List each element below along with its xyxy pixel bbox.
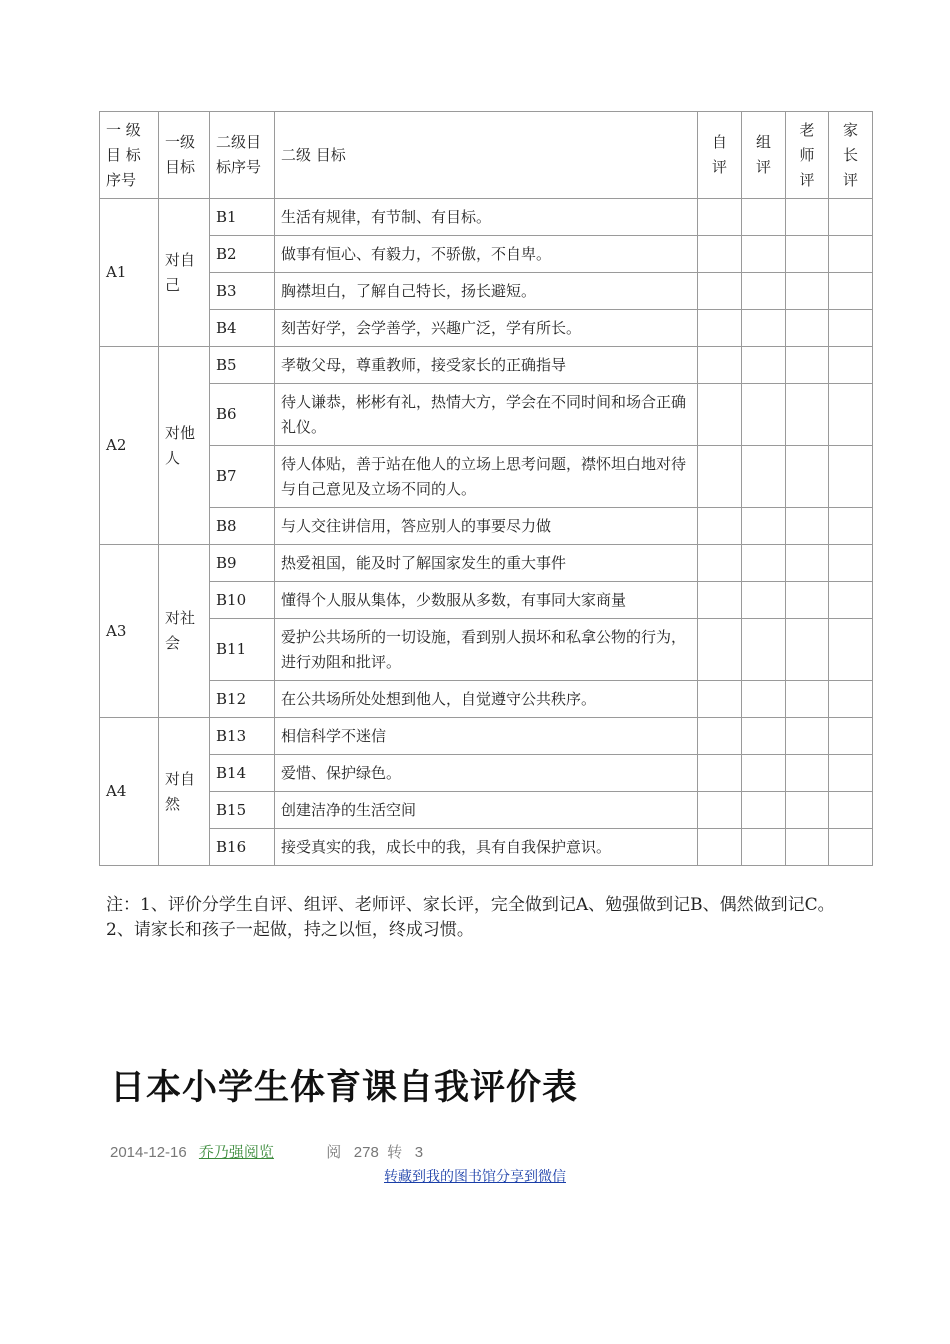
header-teacher-eval: 老 师 评	[786, 112, 829, 199]
table-row	[100, 582, 873, 619]
teacher-eval-cell[interactable]	[786, 582, 829, 619]
table-row	[100, 446, 873, 508]
parent-eval-cell[interactable]	[829, 347, 873, 384]
level1-number-cell: A3	[100, 545, 159, 718]
header-self-eval: 自 评	[698, 112, 742, 199]
table-row	[100, 545, 873, 582]
share-link[interactable]: 转藏到我的图书馆分享到微信	[384, 1169, 566, 1185]
parent-eval-cell[interactable]	[829, 310, 873, 347]
author-link[interactable]: 乔乃强阅览	[198, 1143, 274, 1161]
teacher-eval-cell[interactable]	[786, 310, 829, 347]
teacher-eval-cell[interactable]	[786, 718, 829, 755]
level2-number-cell: B4	[210, 310, 275, 347]
table-row	[100, 792, 873, 829]
teacher-eval-cell[interactable]	[786, 347, 829, 384]
table-row	[100, 236, 873, 273]
group-eval-cell[interactable]	[742, 446, 786, 508]
self-eval-cell[interactable]	[698, 446, 742, 508]
share-bar	[0, 1166, 950, 1186]
article-meta	[110, 1141, 423, 1162]
group-eval-cell[interactable]	[742, 273, 786, 310]
parent-eval-cell[interactable]	[829, 619, 873, 681]
self-eval-cell[interactable]	[698, 619, 742, 681]
level1-number-cell: A2	[100, 347, 159, 545]
parent-eval-cell[interactable]	[829, 508, 873, 545]
self-eval-cell[interactable]	[698, 199, 742, 236]
group-eval-cell[interactable]	[742, 310, 786, 347]
note-text: 注：1、评价分学生自评、组评、老师评、家长评，完全做到记A、勉强做到记B、偶然做到记C。2、请家长和孩子一起做，持之以恒，终成习惯。	[106, 895, 835, 940]
level1-number-cell: A4	[100, 718, 159, 866]
parent-eval-cell[interactable]	[829, 545, 873, 582]
group-eval-cell[interactable]	[742, 755, 786, 792]
level2-goal-cell: 爱护公共场所的一切设施，看到别人损坏和私拿公物的行为，进行劝阻和批评。	[275, 619, 698, 681]
parent-eval-cell[interactable]	[829, 792, 873, 829]
read-count: 278	[353, 1144, 379, 1161]
self-eval-cell[interactable]	[698, 347, 742, 384]
group-eval-cell[interactable]	[742, 347, 786, 384]
level1-goal-cell: 对自己	[159, 199, 210, 347]
level2-number-cell: B8	[210, 508, 275, 545]
self-eval-cell[interactable]	[698, 681, 742, 718]
repost-count: 3	[414, 1144, 424, 1161]
header-level1-goal: 一级 目标	[159, 112, 210, 199]
group-eval-cell[interactable]	[742, 384, 786, 446]
level2-goal-cell: 待人谦恭，彬彬有礼，热情大方，学会在不同时间和场合正确礼仪。	[275, 384, 698, 446]
teacher-eval-cell[interactable]	[786, 545, 829, 582]
level2-number-cell: B12	[210, 681, 275, 718]
level2-goal-cell: 刻苦好学，会学善学，兴趣广泛，学有所长。	[275, 310, 698, 347]
level2-goal-cell: 创建洁净的生活空间	[275, 792, 698, 829]
level1-goal-cell: 对他人	[159, 347, 210, 545]
read-label: 阅	[326, 1144, 342, 1161]
teacher-eval-cell[interactable]	[786, 508, 829, 545]
level2-number-cell: B14	[210, 755, 275, 792]
group-eval-cell[interactable]	[742, 582, 786, 619]
group-eval-cell[interactable]	[742, 792, 786, 829]
level1-number-cell: A1	[100, 199, 159, 347]
level2-number-cell: B7	[210, 446, 275, 508]
self-eval-cell[interactable]	[698, 718, 742, 755]
table-header-row	[100, 112, 873, 199]
level2-number-cell: B6	[210, 384, 275, 446]
parent-eval-cell[interactable]	[829, 273, 873, 310]
parent-eval-cell[interactable]	[829, 718, 873, 755]
parent-eval-cell[interactable]	[829, 384, 873, 446]
teacher-eval-cell[interactable]	[786, 273, 829, 310]
level2-goal-cell: 生活有规律，有节制、有目标。	[275, 199, 698, 236]
table-row	[100, 199, 873, 236]
teacher-eval-cell[interactable]	[786, 619, 829, 681]
level2-number-cell: B5	[210, 347, 275, 384]
level2-goal-cell: 热爱祖国，能及时了解国家发生的重大事件	[275, 545, 698, 582]
evaluation-table	[99, 111, 873, 866]
table-row	[100, 718, 873, 755]
article-title: 日本小学生体育课自我评价表	[110, 1068, 579, 1108]
self-eval-cell[interactable]	[698, 236, 742, 273]
teacher-eval-cell[interactable]	[786, 829, 829, 866]
self-eval-cell[interactable]	[698, 829, 742, 866]
group-eval-cell[interactable]	[742, 718, 786, 755]
level2-number-cell: B3	[210, 273, 275, 310]
level2-number-cell: B2	[210, 236, 275, 273]
group-eval-cell[interactable]	[742, 681, 786, 718]
parent-eval-cell[interactable]	[829, 681, 873, 718]
header-group-eval: 组 评	[742, 112, 786, 199]
parent-eval-cell[interactable]	[829, 199, 873, 236]
group-eval-cell[interactable]	[742, 236, 786, 273]
self-eval-cell[interactable]	[698, 792, 742, 829]
level1-goal-cell: 对社会	[159, 545, 210, 718]
repost-label: 转	[387, 1144, 403, 1161]
teacher-eval-cell[interactable]	[786, 792, 829, 829]
table-row	[100, 310, 873, 347]
table-row	[100, 508, 873, 545]
header-level2-number: 二级目标序号	[210, 112, 275, 199]
group-eval-cell[interactable]	[742, 545, 786, 582]
self-eval-cell[interactable]	[698, 310, 742, 347]
table-row	[100, 347, 873, 384]
level2-number-cell: B16	[210, 829, 275, 866]
table-row	[100, 755, 873, 792]
level2-goal-cell: 懂得个人服从集体，少数服从多数，有事同大家商量	[275, 582, 698, 619]
group-eval-cell[interactable]	[742, 619, 786, 681]
level2-number-cell: B11	[210, 619, 275, 681]
level2-goal-cell: 相信科学不迷信	[275, 718, 698, 755]
level2-goal-cell: 待人体贴，善于站在他人的立场上思考问题，襟怀坦白地对待与自己意见及立场不同的人。	[275, 446, 698, 508]
parent-eval-cell[interactable]	[829, 755, 873, 792]
teacher-eval-cell[interactable]	[786, 755, 829, 792]
teacher-eval-cell[interactable]	[786, 236, 829, 273]
level2-number-cell: B10	[210, 582, 275, 619]
level1-goal-cell: 对自然	[159, 718, 210, 866]
header-level1-number: 一 级 目 标 序号	[100, 112, 159, 199]
level2-number-cell: B1	[210, 199, 275, 236]
parent-eval-cell[interactable]	[829, 236, 873, 273]
self-eval-cell[interactable]	[698, 273, 742, 310]
level2-goal-cell: 接受真实的我，成长中的我，具有自我保护意识。	[275, 829, 698, 866]
parent-eval-cell[interactable]	[829, 446, 873, 508]
table-row	[100, 681, 873, 718]
self-eval-cell[interactable]	[698, 545, 742, 582]
teacher-eval-cell[interactable]	[786, 384, 829, 446]
level2-number-cell: B9	[210, 545, 275, 582]
level2-goal-cell: 孝敬父母，尊重教师，接受家长的正确指导	[275, 347, 698, 384]
teacher-eval-cell[interactable]	[786, 446, 829, 508]
group-eval-cell[interactable]	[742, 829, 786, 866]
header-parent-eval: 家 长 评	[829, 112, 873, 199]
self-eval-cell[interactable]	[698, 755, 742, 792]
parent-eval-cell[interactable]	[829, 582, 873, 619]
self-eval-cell[interactable]	[698, 384, 742, 446]
table-row	[100, 619, 873, 681]
group-eval-cell[interactable]	[742, 508, 786, 545]
level2-number-cell: B13	[210, 718, 275, 755]
publish-date: 2014-12-16	[110, 1144, 187, 1161]
group-eval-cell[interactable]	[742, 199, 786, 236]
level2-goal-cell: 做事有恒心、有毅力，不骄傲，不自卑。	[275, 236, 698, 273]
teacher-eval-cell[interactable]	[786, 199, 829, 236]
level2-goal-cell: 爱惜、保护绿色。	[275, 755, 698, 792]
teacher-eval-cell[interactable]	[786, 681, 829, 718]
level2-goal-cell: 胸襟坦白，了解自己特长，扬长避短。	[275, 273, 698, 310]
level2-number-cell: B15	[210, 792, 275, 829]
table-row	[100, 384, 873, 446]
self-eval-cell[interactable]	[698, 508, 742, 545]
level2-goal-cell: 与人交往讲信用，答应别人的事要尽力做	[275, 508, 698, 545]
table-row	[100, 829, 873, 866]
parent-eval-cell[interactable]	[829, 829, 873, 866]
table-row	[100, 273, 873, 310]
self-eval-cell[interactable]	[698, 582, 742, 619]
level2-goal-cell: 在公共场所处处想到他人，自觉遵守公共秩序。	[275, 681, 698, 718]
header-level2-goal: 二级 目标	[275, 112, 698, 199]
